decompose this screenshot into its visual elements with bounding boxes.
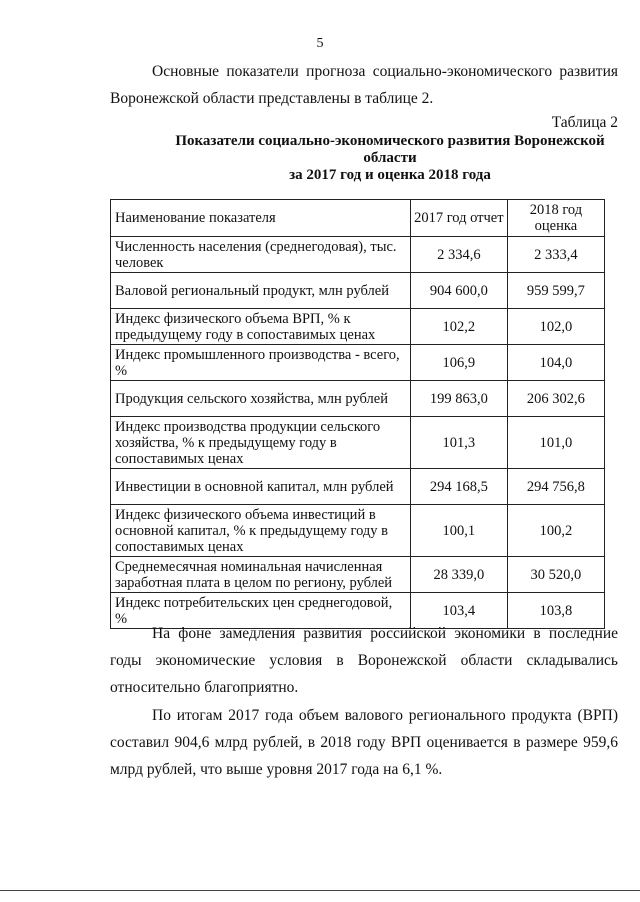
page-number: 5 (316, 36, 324, 51)
table-row (111, 505, 605, 557)
row-value-2017: 904 600,0 (410, 273, 507, 309)
footer-divider (0, 890, 640, 891)
table-title (160, 133, 620, 184)
row-name: Инвестиции в основной капитал, млн рублей (111, 469, 411, 505)
table-title-line: Показатели социально-экономического развития Воронежской (175, 133, 605, 149)
row-value-2017: 100,1 (410, 505, 507, 557)
table-row (111, 417, 605, 469)
header-2018: 2018 год оценка (507, 200, 604, 237)
row-value-2017: 102,2 (410, 309, 507, 345)
row-name: Индекс потребительских цен среднегодовой, % (111, 593, 411, 629)
table-row (111, 557, 605, 593)
row-name: Среднемесячная номинальная начисленная заработная плата в целом по региону, рублей (111, 557, 411, 593)
table-row (111, 309, 605, 345)
row-value-2017: 106,9 (410, 345, 507, 381)
row-value-2017: 294 168,5 (410, 469, 507, 505)
row-name: Индекс физического объема инвестиций в основной капитал, % к предыдущему году в сопоставимых ценах (111, 505, 411, 557)
table-header-row (111, 200, 605, 237)
row-value-2018: 2 333,4 (507, 237, 604, 273)
row-value-2017: 199 863,0 (410, 381, 507, 417)
body-paragraph: По итогам 2017 года объем валового регионального продукта (ВРП) составил 904,6 млрд рублей, в 2018 году ВРП оценивается в размере 959,6 млрд рублей, что выше уровня 2017 года на 6,1 %. (110, 707, 618, 778)
header-2017: 2017 год отчет (410, 200, 507, 237)
row-value-2018: 100,2 (507, 505, 604, 557)
intro-paragraph: Основные показатели прогноза социально-экономического развития Воронежской области представлены в таблице 2. (110, 63, 618, 107)
table-title-line: за 2017 год и оценка 2018 года (289, 167, 491, 183)
table-row (111, 273, 605, 309)
row-name: Валовой региональный продукт, млн рублей (111, 273, 411, 309)
row-value-2018: 294 756,8 (507, 469, 604, 505)
header-name: Наименование показателя (111, 200, 411, 237)
row-value-2017: 2 334,6 (410, 237, 507, 273)
table-row (111, 469, 605, 505)
row-name: Численность населения (среднегодовая), тыс. человек (111, 237, 411, 273)
row-value-2018: 101,0 (507, 417, 604, 469)
row-value-2018: 102,0 (507, 309, 604, 345)
body-paragraph: На фоне замедления развития российской экономики в последние годы экономические условия в Воронежской области складывались относительно благоприятно. (110, 625, 618, 696)
row-name: Индекс физического объема ВРП, % к предыдущему году в сопоставимых ценах (111, 309, 411, 345)
table-row (111, 381, 605, 417)
row-value-2018: 103,8 (507, 593, 604, 629)
row-name: Индекс производства продукции сельского хозяйства, % к предыдущему году в сопоставимых ценах (111, 417, 411, 469)
row-value-2017: 103,4 (410, 593, 507, 629)
row-value-2018: 30 520,0 (507, 557, 604, 593)
table-title-line: области (363, 150, 417, 166)
table-caption: Таблица 2 (551, 114, 618, 131)
row-value-2018: 206 302,6 (507, 381, 604, 417)
table-row (111, 345, 605, 381)
row-value-2018: 959 599,7 (507, 273, 604, 309)
row-value-2018: 104,0 (507, 345, 604, 381)
row-value-2017: 101,3 (410, 417, 507, 469)
table-row (111, 237, 605, 273)
row-name: Индекс промышленного производства - всего, % (111, 345, 411, 381)
indicators-table (110, 199, 605, 629)
row-name: Продукция сельского хозяйства, млн рублей (111, 381, 411, 417)
row-value-2017: 28 339,0 (410, 557, 507, 593)
